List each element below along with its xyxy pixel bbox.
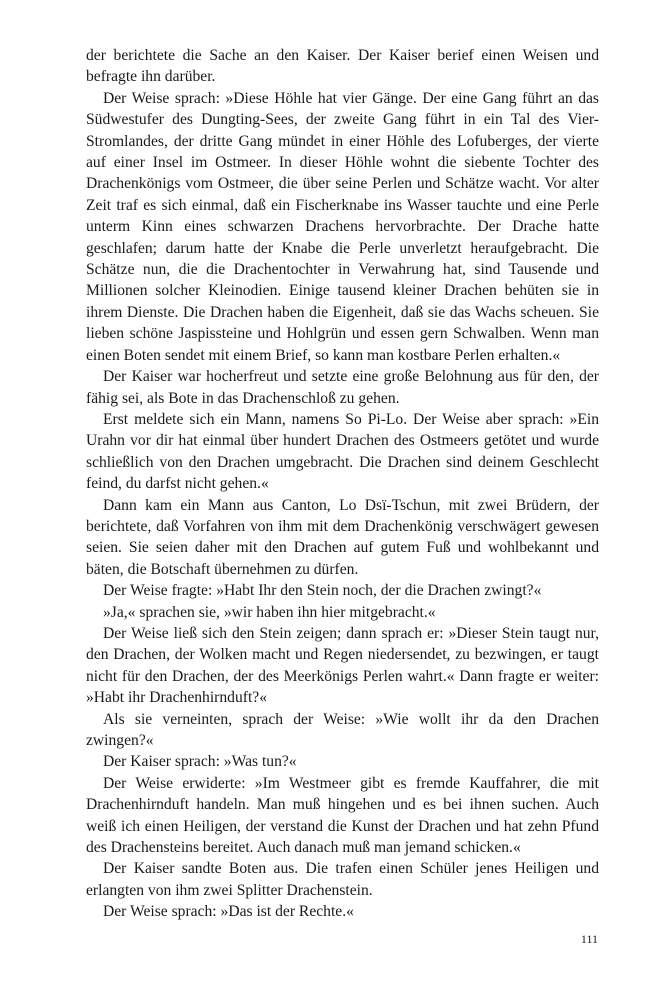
paragraph-9: Als sie verneinten, sprach der Weise: »Wie wollt ihr da den Drachen zwingen?« (86, 710, 599, 749)
paragraph-10: Der Kaiser sprach: »Was tun?« (103, 753, 297, 771)
paragraph-4: Erst meldete sich ein Mann, namens So Pi-Lo. Der Weise aber sprach: »Ein Urahn vor dir hat einmal über hundert Drachen des Ostmeers getötet und wurde schließlich von den Drachen umgebracht. Die Drachen sind deinem Geschlecht feind, du darfst nicht gehen.« (86, 410, 599, 493)
book-page-text (86, 45, 599, 923)
paragraph-8: Der Weise ließ sich den Stein zeigen; dann sprach er: »Dieser Stein taugt nur, den Drachen, der Wolken macht und Regen niedersendet, zu bezwingen, er taugt nicht für den Drachen, der des Meerkönigs Perlen wahrt.« Dann fragte er weiter: »Habt ihr Drachenhirnduft?« (86, 624, 599, 707)
paragraph-12: Der Kaiser sandte Boten aus. Die trafen einen Schüler jenes Heiligen und erlangten von ihm zwei Splitter Drachenstein. (86, 860, 599, 899)
paragraph-5: Dann kam ein Mann aus Canton, Lo Dsï-Tschun, mit zwei Brüdern, der berichtete, daß Vorfahren von ihm mit dem Drachenkönig verschwägert gewesen seien. Sie seien daher mit den Drachen auf gutem Fuß und wohlbekannt und bäten, die Botschaft übernehmen zu dürfen. (86, 496, 599, 578)
paragraph-11: Der Weise erwiderte: »Im Westmeer gibt es fremde Kauffahrer, die mit Drachenhirnduft handeln. Man muß hingehen und es bei ihnen suchen. Auch weiß ich einen Heiligen, der verstand die Kunst der Drachen und hat zehn Pfund des Drachensteins bereitet. Auch danach muß man jemand schicken.« (86, 774, 599, 857)
paragraph-6: Der Weise fragte: »Habt Ihr den Stein noch, der die Drachen zwingt?« (103, 582, 542, 600)
paragraph-3: Der Kaiser war hocherfreut und setzte eine große Belohnung aus für den, der fähig sei, als Bote in das Drachenschloß zu gehen. (86, 368, 599, 407)
paragraph-7: »Ja,« sprachen sie, »wir haben ihn hier mitgebracht.« (103, 603, 436, 621)
page-number: 111 (580, 932, 598, 946)
paragraph-1: der berichtete die Sache an den Kaiser. Der Kaiser berief einen Weisen und befragte ihn darüber. (86, 47, 599, 86)
paragraph-13: Der Weise sprach: »Das ist der Rechte.« (103, 903, 354, 921)
paragraph-2: Der Weise sprach: »Diese Höhle hat vier Gänge. Der eine Gang führt an das Südwestufer des Dungting-Sees, der zweite Gang führt in ein Tal des Vier-Stromlandes, der dritte Gang mündet in einer Höhle des Lofuberges, der vierte auf einer Insel im Ostmeer. In dieser Höhle wohnt die siebente Tochter des Drachenkönigs vom Ostmeer, die über seine Perlen und Schätze wacht. Vor alter Zeit traf es sich einmal, daß ein Fischerknabe ins Wasser tauchte und eine Perle unterm Kinn eines schwarzen Drachens hervorbrachte. Der Drache hatte geschlafen; darum hatte der Knabe die Perle unverletzt heraufgebracht. Die Schätze nun, die die Drachentochter in Verwahrung hat, sind Tausende und Millionen solcher Kleinodien. Einige tausend kleiner Drachen behüten sie in ihrem Dienste. Die Drachen haben die Eigenheit, daß sie das Wachs scheuen. Sie lieben schöne Jaspissteine und Hohlgrün und essen gern Schwalben. Wenn man einen Boten sendet mit einem Brief, so kann man kostbare Perlen erhalten.« (86, 89, 599, 364)
